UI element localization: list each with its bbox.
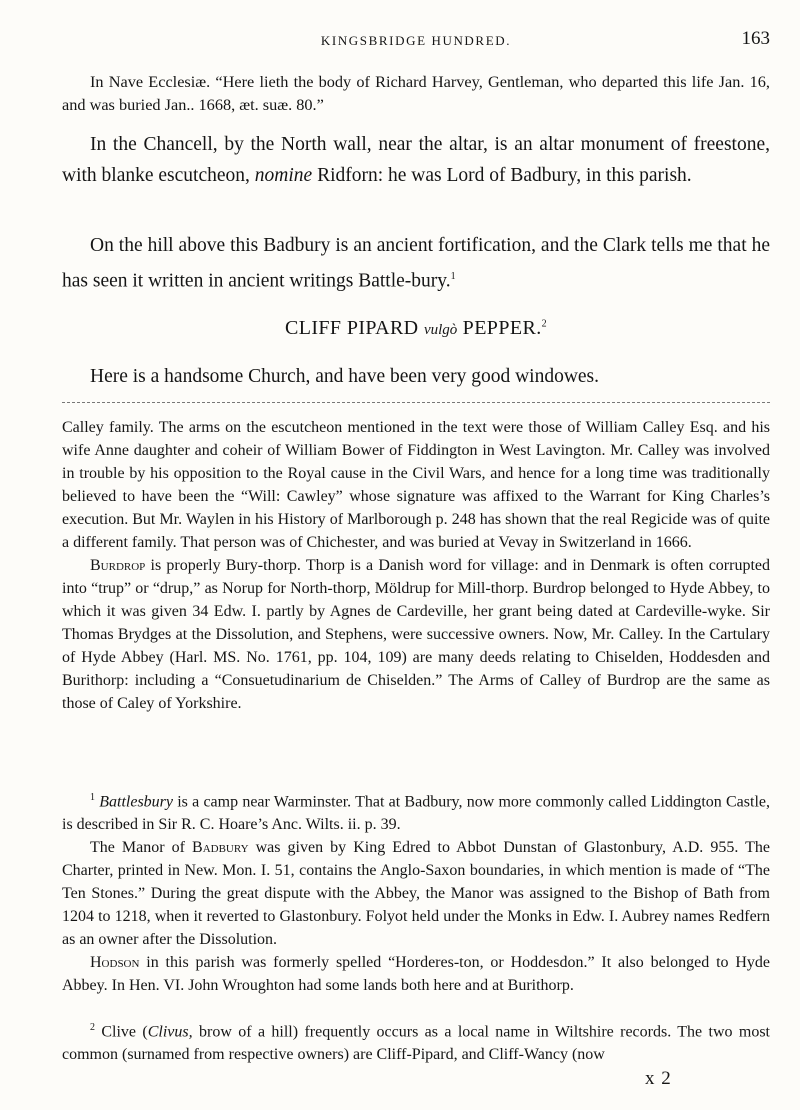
- footnote1-text: is a camp near Warminster. That at Badbury, now more commonly called Liddington Castle, is described in Sir R. C. Hoare’s Anc. Wilts. ii. p. 39.: [62, 793, 771, 834]
- signature-mark: x 2: [645, 1068, 672, 1089]
- nave-inscription: [62, 70, 770, 116]
- hill-text: On the hill above this Badbury is an ancient fortification, and the Clark tells me that he has seen it written in ancient writings Battle-bury.: [62, 235, 770, 292]
- footnote1-mark: 1: [90, 792, 95, 803]
- church-block: [62, 361, 770, 392]
- chancell-text-a: In the Chancell, by the North wall, near the altar, is an altar monument of freestone, with blanke escutcheon,: [62, 134, 770, 186]
- page-number: 163: [741, 28, 770, 49]
- badbury-paragraph: [62, 836, 770, 951]
- footnote2-text-a: Clive (: [95, 1023, 148, 1041]
- footnote1-paragraph: [62, 786, 770, 836]
- nave-paragraph: In Nave Ecclesiæ. “Here lieth the body of Richard Harvey, Gentleman, who departed this life Jan. 16, and was buried Jan.. 1668, æt. suæ. 80.”: [62, 72, 770, 114]
- badbury-text-b: was given by King Edred to Abbot Dunstan of Glastonbury, A.D. 955. The Charter, printed in New. Mon. I. 51, contains the Anglo-Saxon boundaries, in which mention is made of “The Ten Stones.” During the great dispute with the Abbey, the Manor was assigned to the Bishop of Bath from 1204 to 1218, when it reverted to Glastonbury. Folyot held under the Monks in Edw. I. Aubrey names Redfern as an owner after the Dissolution.: [62, 839, 770, 949]
- footnote2-mark: 2: [90, 1022, 95, 1033]
- chancell-block: [62, 129, 770, 191]
- footnote-two: [62, 1016, 770, 1066]
- running-head: KINGSBRIDGE HUNDRED.: [320, 33, 512, 48]
- footnote2-italic: Clivus,: [147, 1023, 193, 1041]
- burdrop-paragraph: [62, 554, 770, 715]
- heading-part-c: PEPPER.: [462, 317, 542, 339]
- heading-italic: vulgò: [423, 322, 458, 338]
- badbury-text-a: The Manor of: [90, 839, 193, 857]
- hill-footnote-mark: 1: [450, 271, 456, 282]
- badbury-smallcaps: Badbury: [192, 839, 249, 857]
- calley-paragraph: Calley family. The arms on the escutcheon mentioned in the text were those of William Calley Esq. and his wife Anne daughter and coheir of William Bower of Fiddington in West Lavington. Mr. Calley was involved in trouble by his opposition to the Royal cause in the Civil Wars, and hence for a long time was traditionally believed to have been the “Will: Cawley” whose signature was affixed to the Warrant for King Charles’s execution. But Mr. Waylen in his History of Marlborough p. 248 has shown that the real Regicide was of quite a different family. That person was of Chichester, and was buried at Vevay in Switzerland in 1666.: [62, 419, 770, 551]
- hodson-text: in this parish was formerly spelled “Horderes-ton, or Hoddesdon.” It also belonged to Hyde Abbey. In Hen. VI. John Wroughton had some lands both here and at Burithorp.: [62, 954, 770, 995]
- hodson-paragraph: [62, 951, 770, 997]
- hill-paragraph: [62, 230, 770, 297]
- footnote-one: [62, 786, 770, 997]
- hill-block: [62, 230, 770, 297]
- burdrop-lead: Burdrop: [90, 557, 146, 574]
- footnote-divider: [62, 402, 770, 403]
- chancell-paragraph: [62, 129, 770, 191]
- heading-footnote-mark: 2: [541, 318, 548, 330]
- footnote2-paragraph: [62, 1016, 770, 1066]
- calley-notes: [62, 416, 770, 715]
- hodson-smallcaps: Hodson: [90, 954, 140, 972]
- burdrop-text: is properly Bury-thorp. Thorp is a Danish word for village: and in Denmark is often corrupted into “trup” or “drup,” as Norup for North-thorp, Möldrup for Mill-thorp. Burdrop belonged to Hyde Abbey, to which it was given 34 Edw. I. partly by Agnes de Cardeville, her grant being dated at Cardeville-wyke. Sir Thomas Brydges at the Dissolution, and Stephens, were successive owners. Now, Mr. Calley. In the Cartulary of Hyde Abbey (Harl. MS. No. 1761, pp. 104, 109) are many deeds relating to Chiselden, Hoddesden and Burithorp: including a “Consuetudinarium de Chiselden.” The Arms of Calley of Burdrop are the same as those of Caley of Yorkshire.: [62, 557, 770, 712]
- footnote1-italic: Battlesbury: [99, 793, 173, 811]
- footnote2-text-b: brow of a hill) frequently occurs as a local name in Wiltshire records. The two most common (surnamed from respective owners) are Cliff-Pipard, and Cliff-Wancy (now: [62, 1023, 770, 1064]
- heading-part-a: CLIFF PIPARD: [284, 317, 419, 339]
- church-paragraph: Here is a handsome Church, and have been very good windowes.: [90, 366, 600, 387]
- section-heading: [62, 317, 770, 340]
- chancell-italic: nomine: [254, 165, 313, 186]
- chancell-text-b: Ridforn: he was Lord of Badbury, in this parish.: [312, 165, 692, 186]
